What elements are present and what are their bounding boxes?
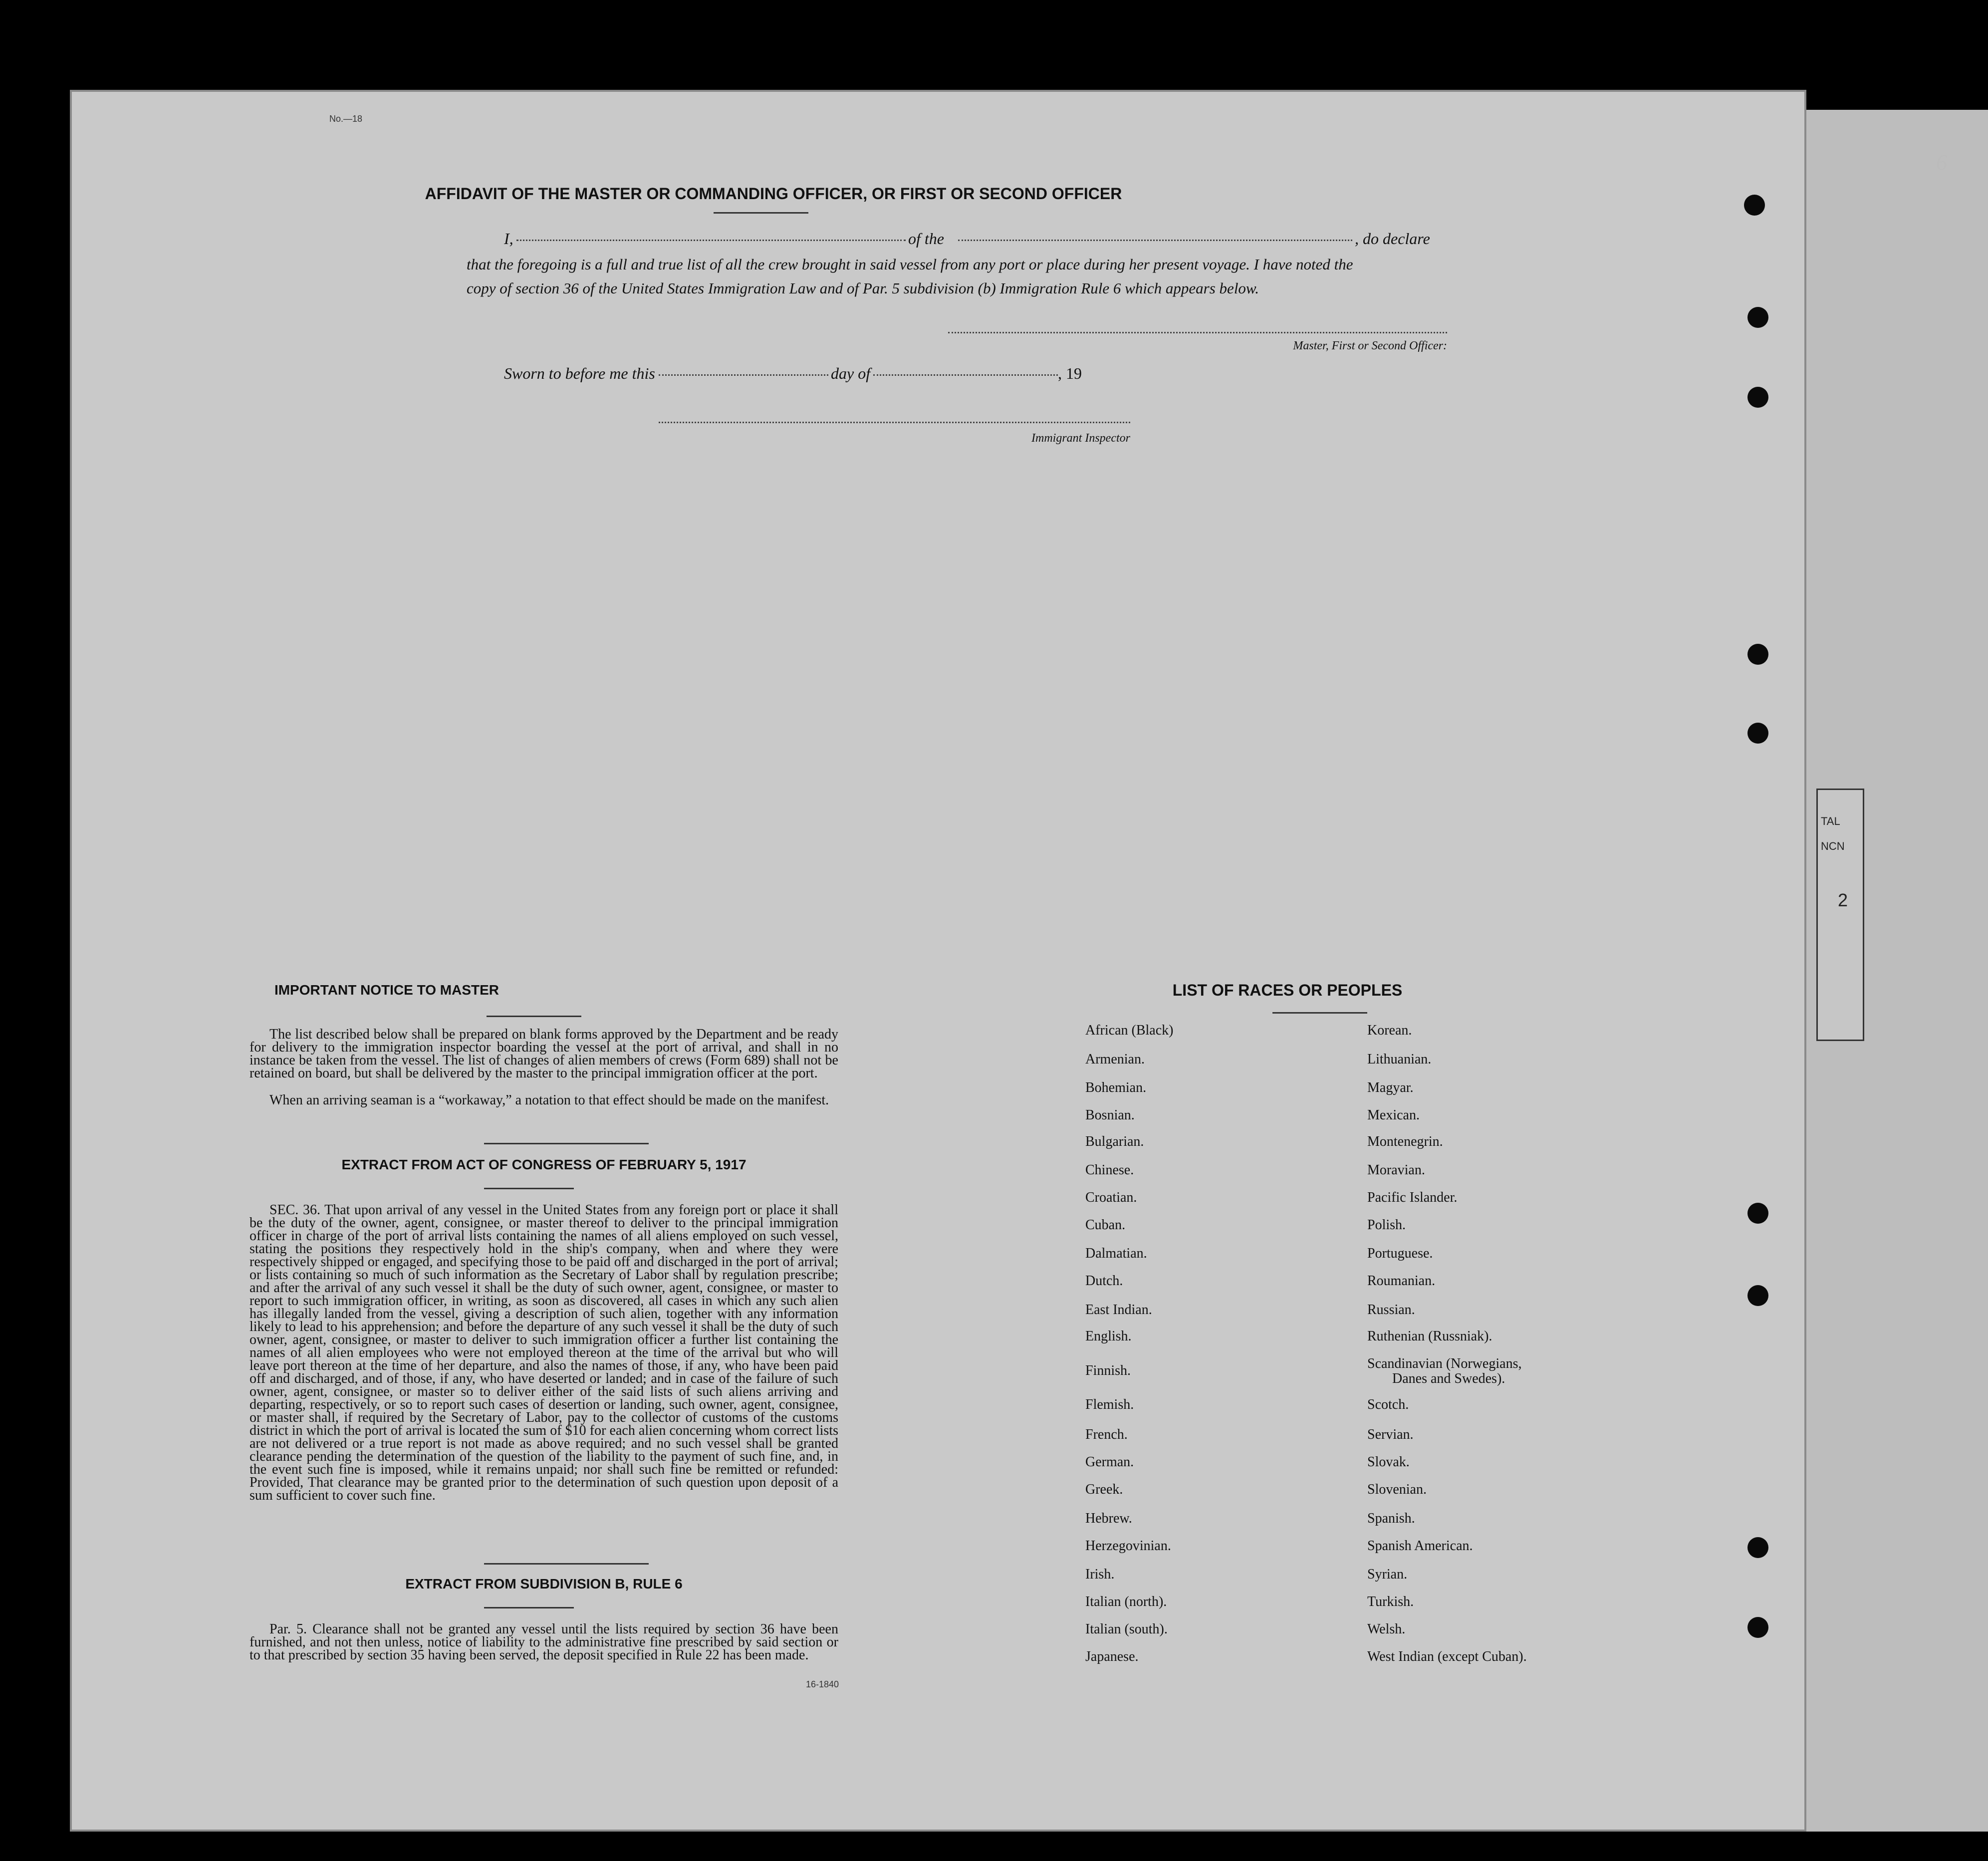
race-item: Polish. [1367,1217,1406,1233]
race-item: German. [1085,1454,1134,1470]
corner-number: 6 [1936,150,1947,175]
sworn-text: Sworn to before me this [504,364,655,382]
race-item: Cuban. [1085,1217,1126,1233]
race-item: Greek. [1085,1482,1123,1497]
stub-text-3: 2 [1838,890,1848,910]
affidavit-declare: , do declare [1355,230,1430,248]
race-item: Herzegovinian. [1085,1538,1171,1554]
stub-text-2: NCN [1821,840,1845,852]
race-item: Armenian. [1085,1052,1145,1067]
sworn-year: , 19 [1058,364,1082,382]
extract-rule-text: Par. 5. Clearance shall not be granted any vessel until the lists required by section 36 have been furnished, and not then unless, notice of liability to the administrative fine prescribed by said section or to that prescribed by section 35 having been served, the deposit specified in Rule 22 has been made. [249,1621,838,1663]
race-item: Ruthenian (Russniak). [1367,1329,1492,1344]
vessel-blank[interactable] [958,240,1352,241]
sworn-day-of: day of [831,364,871,382]
race-item: Finnish. [1085,1363,1131,1378]
race-item: Korean. [1367,1023,1412,1038]
race-item: Pacific Islander. [1367,1190,1458,1205]
race-item: Turkish. [1367,1594,1414,1609]
divider [484,1143,649,1144]
race-item: Scandinavian (Norwegians, [1367,1356,1522,1371]
sworn-day-blank[interactable] [659,374,828,376]
affidavit-title: AFFIDAVIT OF THE MASTER OR COMMANDING OFFICER, OR FIRST OR SECOND OFFICER [425,185,1122,203]
race-item: French. [1085,1427,1128,1442]
race-item: Spanish. [1367,1511,1415,1526]
race-item: Irish. [1085,1567,1115,1582]
form-number-top: No.—18 [329,114,363,124]
affidavit-line-2: that the foregoing is a full and true list of all the crew brought in said vessel from any port or place during her present voyage. I have noted the [467,256,1353,273]
race-item: Bulgarian. [1085,1134,1144,1149]
race-item: Japanese. [1085,1649,1139,1664]
notice-title: IMPORTANT NOTICE TO MASTER [274,982,499,998]
race-item: Montenegrin. [1367,1134,1443,1149]
sworn-month-blank[interactable] [873,374,1058,376]
divider [714,212,808,214]
punch-hole [1747,1537,1768,1558]
race-item: African (Black) [1085,1023,1174,1038]
signature-blank[interactable] [948,332,1447,333]
races-title: LIST OF RACES OR PEOPLES [1172,981,1403,999]
signer-label: Master, First or Second Officer: [1293,339,1447,352]
race-item: East Indian. [1085,1302,1152,1318]
punch-hole [1744,195,1765,216]
form-page [70,90,1806,1832]
punch-hole [1747,723,1768,744]
punch-hole [1747,1617,1768,1638]
race-item: Italian (south). [1085,1621,1168,1637]
extract-rule-title: EXTRACT FROM SUBDIVISION B, RULE 6 [405,1576,683,1592]
name-blank[interactable] [516,240,906,241]
race-item: Magyar. [1367,1080,1414,1095]
divider [484,1563,649,1565]
race-item: Italian (north). [1085,1594,1167,1609]
race-item: Mexican. [1367,1107,1420,1123]
race-item: Dalmatian. [1085,1246,1147,1261]
race-item: Danes and Swedes). [1392,1371,1505,1386]
underlying-stub-box [1816,789,1864,1041]
divider [484,1607,574,1608]
race-item: Spanish American. [1367,1538,1473,1554]
affidavit-i: I, [504,230,513,248]
race-item: Portuguese. [1367,1246,1433,1261]
notice-paragraph-1: The list described below shall be prepared on blank forms approved by the Department and be ready for delivery to the immigration inspector boarding the vessel at the port of arrival, and shall in no instance be taken from the vessel. The list of changes of alien members of crews (Form 689) shall not be retained on board, but shall be delivered by the master to the principal immigration officer at the port. [249,1027,838,1081]
race-item: Bohemian. [1085,1080,1147,1095]
affidavit-of-the: of the [908,230,944,248]
form-code: 16-1840 [806,1679,839,1689]
extract-act-title: EXTRACT FROM ACT OF CONGRESS OF FEBRUARY 5, 1917 [341,1157,746,1172]
punch-hole [1747,1203,1768,1224]
inspector-signature-blank[interactable] [659,422,1130,423]
race-item: Slovenian. [1367,1482,1427,1497]
extract-act-text: SEC. 36. That upon arrival of any vessel in the United States from any foreign port or place it shall be the duty of the owner, agent, consignee, or master thereof to deliver to the principal immigration officer in charge of the port of arrival lists containing the names of all aliens employed on such vessel, stating the positions they respectively hold in the ship's company, when and where they were respectively shipped or engaged, and specifying those to be paid off and discharged in the port of arrival; or lists containing so much of such information as the Secretary of Labor shall by regulation prescribe; and after the arrival of any such vessel it shall be the duty of such owner, agent, consignee, or master to report to such immigration officer, in writing, as soon as discovered, all cases in which any such alien has illegally landed from the vessel, giving a description of such alien, together with any information likely to lead to his apprehension; and before the departure of any such vessel it shall be the duty of such owner, agent, consignee, or master to deliver to such immigration officer a further list containing the names of all alien employees who were not employed thereon at the time of the arrival but who will leave port thereon at the time of her departure, and also the names of those, if any, who have been paid off and discharged, and of those, if any, who have deserted or landed; and in case of the failure of such owner, agent, consignee, or master so to deliver either of the said lists of such aliens arriving and departing, respectively, or so to report such cases of desertion or landing, such owner, agent, consignee, or master shall, if required by the Secretary of Labor, pay to the collector of customs of the customs district in which the port of arrival is located the sum of $10 for each alien concerning whom correct lists are not delivered or a true report is not made as above required; and no such vessel shall be granted clearance pending the determination of the question of the liability to the payment of such fine, and, in the event such fine is imposed, while it remains unpaid; nor shall such fine be remitted or refunded: Provided, That clearance may be granted prior to the determination of such question upon deposit of a sum sufficient to cover such fine. [249,1202,838,1503]
punch-hole [1747,1285,1768,1306]
race-item: Dutch. [1085,1273,1123,1289]
race-item: Croatian. [1085,1190,1137,1205]
divider [1272,1012,1367,1014]
race-item: Flemish. [1085,1397,1134,1412]
race-item: Chinese. [1085,1162,1134,1178]
race-item: Russian. [1367,1302,1415,1318]
race-item: Moravian. [1367,1162,1425,1178]
race-item: Hebrew. [1085,1511,1132,1526]
affidavit-line-3: copy of section 36 of the United States Immigration Law and of Par. 5 subdivision (b) Immigration Rule 6 which appears below. [467,279,1259,297]
race-item: Roumanian. [1367,1273,1436,1289]
divider [484,1188,574,1189]
stub-text-1: TAL [1821,815,1840,827]
race-item: West Indian (except Cuban). [1367,1649,1527,1664]
race-item: Servian. [1367,1427,1414,1442]
race-item: Lithuanian. [1367,1052,1432,1067]
race-item: Scotch. [1367,1397,1409,1412]
race-item: Syrian. [1367,1567,1408,1582]
punch-hole [1747,387,1768,408]
race-item: Welsh. [1367,1621,1406,1637]
notice-paragraph-2: When an arriving seaman is a “workaway,” a notation to that effect should be made on the manifest. [269,1092,829,1108]
race-item: Bosnian. [1085,1107,1135,1123]
race-item: English. [1085,1329,1132,1344]
inspector-label: Immigrant Inspector [1031,432,1130,445]
race-item: Slovak. [1367,1454,1410,1470]
punch-hole [1747,644,1768,665]
divider [487,1016,581,1017]
punch-hole [1747,307,1768,328]
